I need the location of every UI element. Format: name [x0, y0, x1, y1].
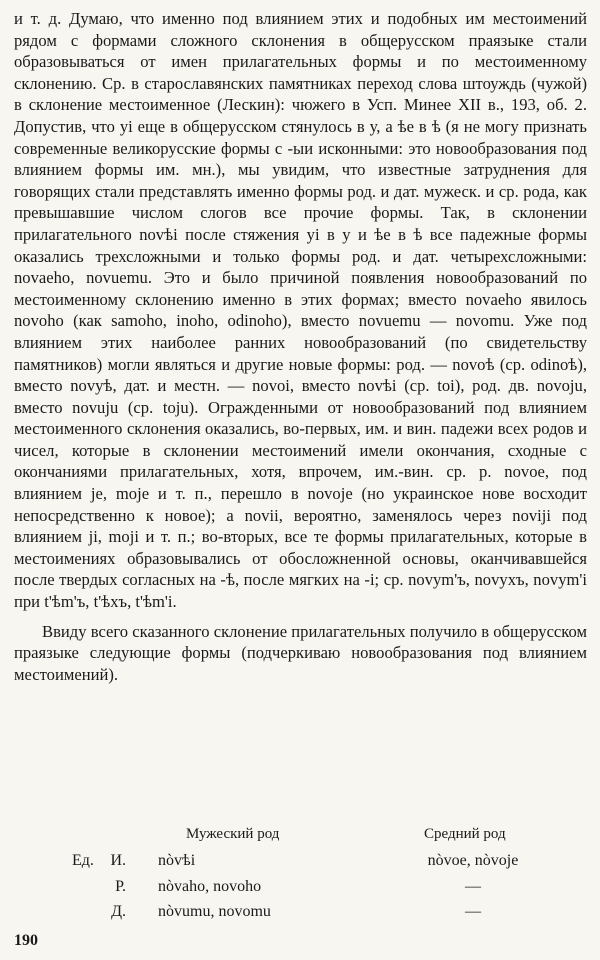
masculine-form: nòvumu, novomu	[158, 903, 271, 920]
paragraph-main: и т. д. Думаю, что именно под влиянием этих и подобных им местоимений рядом с формами сложного склонения в общерусском праязыке стали образовываться от имен прилагательных формы и по местоименному склонению. Ср. в старославянских памятниках переход слова штоуждь (чужой) в склонение местоименное (Лескин): чюжего в Усп. Минее XII в., 193, об. 2. Допустив, что yі еще в общерусском стянулось в у, а ѣе в ѣ (я не могу признать современные великорусские формы с -ыи исконными: это новообразования под влиянием формы им. мн.), мы увидим, что известные затруднения для говорящих стали представлять именно формы род. и дат. мужеск. и ср. рода, как превышавшие числом слогов все прочие формы. Так, в склонении прилагательного novѣі после стяжения yі в у и ѣе в ѣ все падежные формы оказались трехсложными и только формы род. и дат. четырехсложными: novaeho, novuemu. Это и было причиной появления новообразований по местоименному склонению именно в этих формах; вместо novaeho явилось novoho (как samoho, inoho, odinoho), вместо novuemu — novomu. Уже под влиянием этих наиболее ранних новообразований (по свидетельству памятников) могли являться и другие новые формы: род. — novоѣ (ср. odinoѣ), вместо novyѣ, дат. и местн. — novoі, вместо novѣі (ср. toi), род. дв. novoju, вместо novuju (ср. toju). Огражденными от новообразований под влиянием местоименного склонения оказались, во-первых, им. и вин. падежи всех родов и чисел, которые в склонении местоимений имели окончания, сходные с окончаниями прилагательных, хотя, впрочем, им.-вин. ср. р. novoe, под влиянием je, moje и т. п., перешло в novoje (но украинское нове восходит непосредственно к новое); а novii, вероятно, заменялось через noviji под влиянием ji, moji и т. п.; во-вторых, все те формы прилагательных, которые в местоимениях образовывались от обосложненной основы, оканчивавшейся после твердых согласных на -ѣ, после мягких на -і; ср. novym'ъ, novyxъ, novym'i при t'ѣm'ъ, t'ѣxъ, t'ѣm'i.	[14, 9, 587, 612]
page-number: 190	[14, 932, 38, 949]
case-label: Р.	[115, 878, 126, 895]
number-label: Ед.	[72, 852, 94, 869]
page-body	[14, 8, 587, 685]
neuter-form: nòvoe, nòvoje	[427, 852, 519, 869]
table-row	[0, 878, 600, 902]
masculine-form: nòvѣі	[158, 852, 196, 869]
paragraph-summary: Ввиду всего сказанного склонение прилагательных получило в общерусском праязыке следующие формы (подчеркиваю новообразования под влиянием местоимений).	[14, 621, 587, 684]
table-row	[0, 903, 600, 927]
neuter-form: —	[465, 878, 481, 895]
neuter-form: —	[465, 903, 481, 920]
header-neuter: Средний род	[424, 826, 506, 842]
case-label: И.	[110, 852, 126, 869]
header-masculine: Мужеский род	[186, 826, 280, 842]
masculine-form: nòvaho, novoho	[158, 878, 262, 895]
case-label: Д.	[111, 903, 126, 920]
table-row	[0, 852, 600, 876]
